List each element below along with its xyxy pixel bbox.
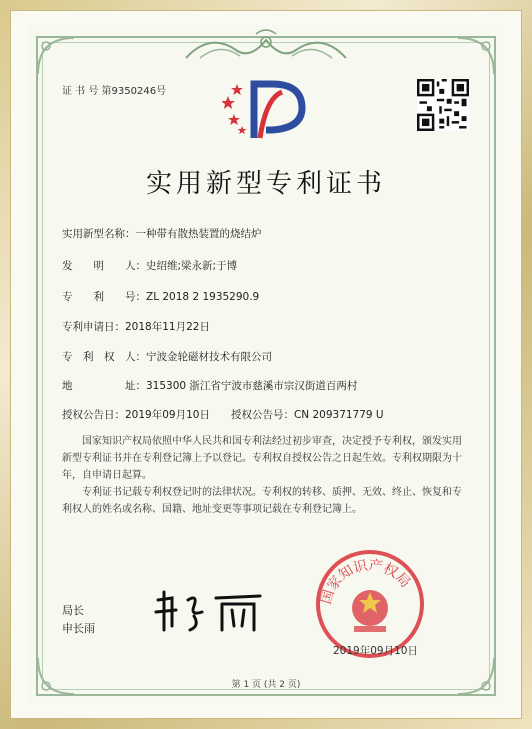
field-patentee xyxy=(62,349,272,364)
certificate-number: 证 书 号 第9350246号 xyxy=(62,86,167,97)
field-label: 专利申请日： xyxy=(62,321,125,333)
field-value: 宁波金轮磁材技术有限公司 xyxy=(146,351,272,363)
corner-ornament-icon xyxy=(36,36,76,76)
grant-statement-paragraph: 国家知识产权局依照中华人民共和国专利法经过初步审查，决定授予专利权，颁发实用新型专利证书并在专利登记簿上予以登记。专利权自授权公告之日起生效。专利权期限为十年，自申请日起算。 xyxy=(62,436,462,481)
field-label: 专 利 号： xyxy=(62,291,146,303)
field-value: 315300 浙江省宁波市慈溪市宗汉街道百两村 xyxy=(146,380,358,392)
field-grant-date xyxy=(62,407,384,422)
qr-code-icon xyxy=(417,79,469,131)
seal-date: 2019年09月10日 xyxy=(333,645,418,657)
page-counter: 第 1 页 (共 2 页) xyxy=(231,680,301,690)
signatory-title: 局长 xyxy=(62,604,84,617)
top-ornament-icon xyxy=(180,28,352,66)
field-value: 2019年09月10日 授权公告号：CN 209371779 U xyxy=(125,409,384,421)
seal-text: 国家知识产权局 xyxy=(318,557,414,607)
corner-ornament-icon xyxy=(456,656,496,696)
field-label: 地 址： xyxy=(62,380,146,392)
handwritten-signature-icon xyxy=(150,586,270,634)
corner-ornament-icon xyxy=(456,36,496,76)
field-address xyxy=(62,378,357,393)
field-value: 2018年11月22日 xyxy=(125,321,210,333)
field-label: 发 明 人： xyxy=(62,260,146,272)
field-label: 专 利 权 人： xyxy=(62,351,146,363)
cnipa-logo-icon xyxy=(222,78,308,144)
signatory-name: 申长雨 xyxy=(62,622,95,635)
field-utility-model-name xyxy=(62,226,262,241)
corner-ornament-icon xyxy=(36,656,76,696)
field-inventors xyxy=(62,258,237,273)
field-application-date xyxy=(62,319,210,334)
field-label: 实用新型名称： xyxy=(62,228,136,240)
legal-status-paragraph: 专利证书记载专利权登记时的法律状况。专利权的转移、质押、无效、终止、恢复和专利权人的姓名或名称、国籍、地址变更等事项记载在专利登记簿上。 xyxy=(62,487,462,515)
field-value: 一种带有散热装置的烧结炉 xyxy=(135,228,262,240)
certificate-title: 实用新型专利证书 xyxy=(145,169,386,199)
field-value: ZL 2018 2 1935290.9 xyxy=(146,291,260,303)
field-label: 授权公告日： xyxy=(62,409,125,421)
field-value: 史绍维;梁永新;于博 xyxy=(146,260,238,272)
field-patent-number xyxy=(62,289,259,304)
